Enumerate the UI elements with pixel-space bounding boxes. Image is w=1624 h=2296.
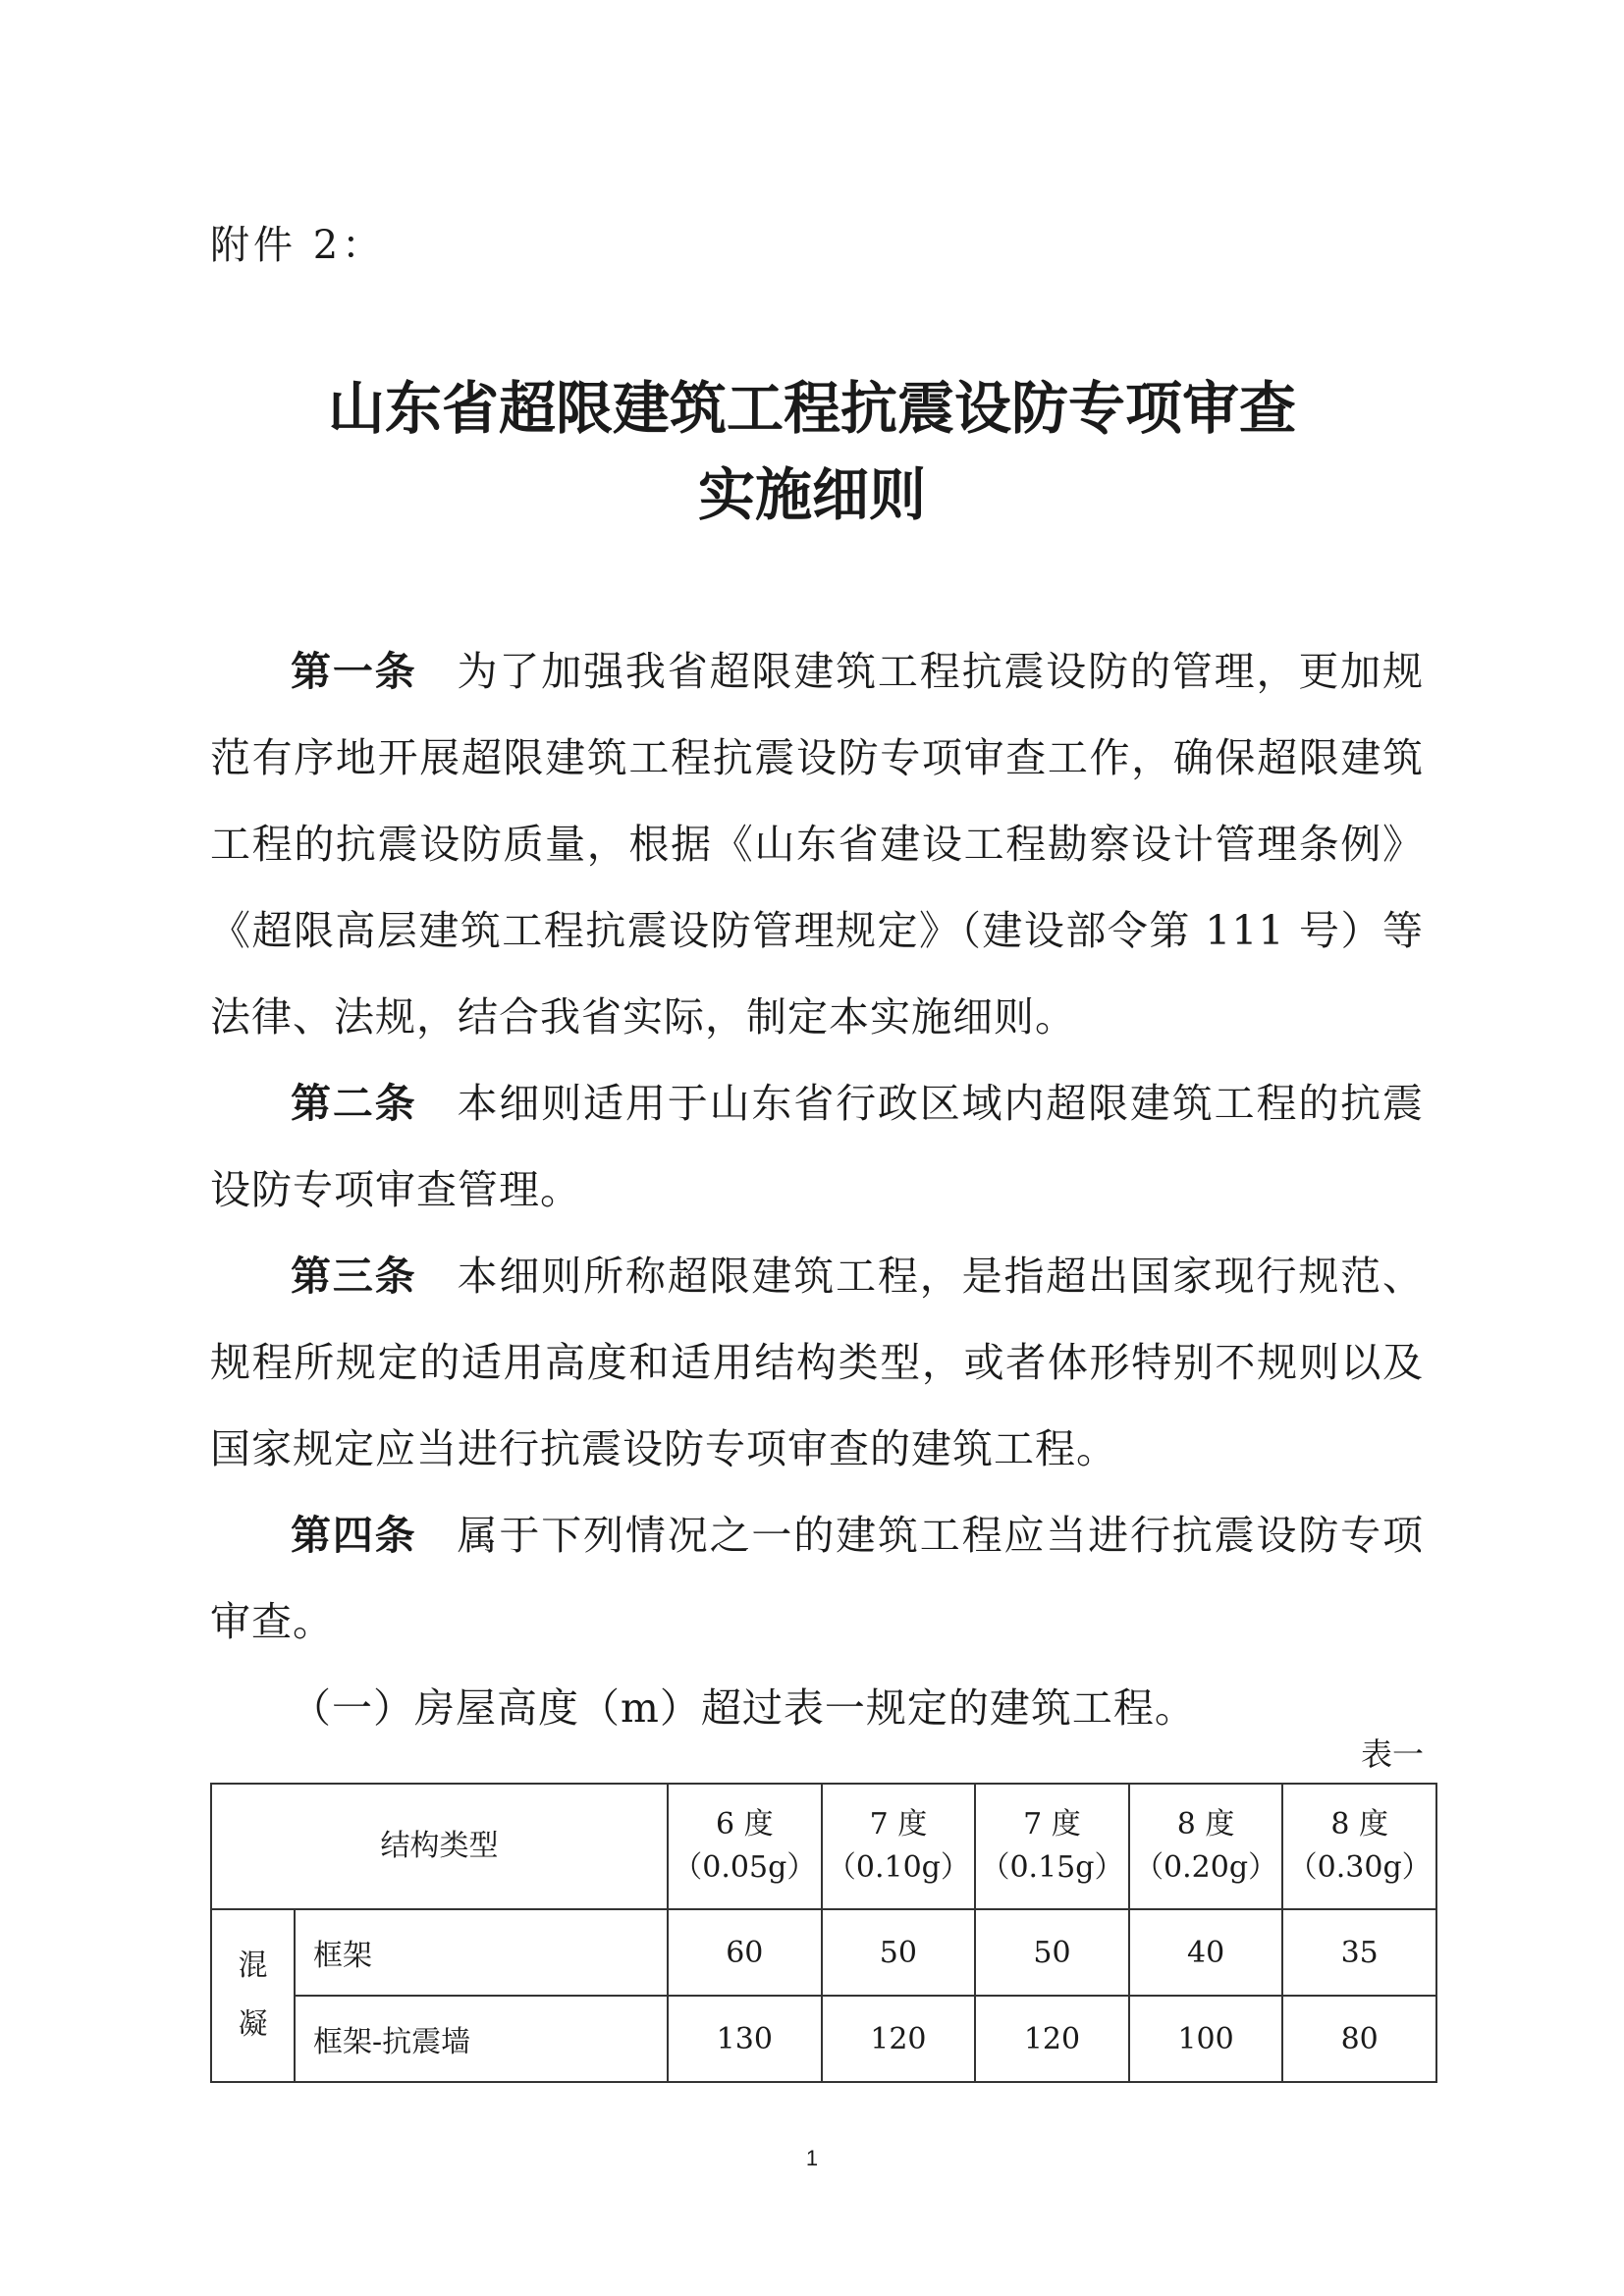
article-1 xyxy=(210,628,1424,1060)
article-label: 第二条 xyxy=(291,1080,417,1127)
document-title-line1: 山东省超限建筑工程抗震设防专项审查 xyxy=(327,375,1296,442)
table-cell: 120 xyxy=(822,1996,976,2082)
article-3 xyxy=(210,1233,1424,1492)
document-body xyxy=(210,628,1424,1751)
item-one: （一）房屋高度（m）超过表一规定的建筑工程。 xyxy=(291,1684,1196,1732)
article-text: 为了加强我省超限建筑工程抗震设防的管理，更加规范有序地开展超限建筑工程抗震设防专项审查工作，确保超限建筑工程的抗震设防质量，根据《山东省建设工程勘察设计管理条例》《超限高层建筑工程抗震设防管理规定》（建设部令第 111 号）等法律、法规，结合我省实际，制定本实施细则。 xyxy=(210,648,1425,1041)
article-text: 本细则适用于山东省行政区域内超限建筑工程的抗震设防专项审查管理。 xyxy=(210,1080,1425,1213)
header-col-3: 7 度 （0.15g） xyxy=(975,1784,1129,1909)
article-text: 属于下列情况之一的建筑工程应当进行抗震设防专项审查。 xyxy=(210,1512,1425,1645)
header-col-4: 8 度 （0.20g） xyxy=(1129,1784,1283,1909)
table-row xyxy=(211,1996,1436,2082)
header-col-2: 7 度 （0.10g） xyxy=(822,1784,976,1909)
article-4 xyxy=(210,1492,1424,1665)
table-cell: 60 xyxy=(668,1909,822,1996)
page-number: 1 xyxy=(805,2146,819,2170)
table-header-row xyxy=(211,1784,1436,1909)
article-2 xyxy=(210,1060,1424,1233)
structure-name: 框架 xyxy=(295,1909,668,1996)
table-cell: 100 xyxy=(1129,1996,1283,2082)
table-cell: 130 xyxy=(668,1996,822,2082)
table-cell: 50 xyxy=(822,1909,976,1996)
structure-name: 框架-抗震墙 xyxy=(295,1996,668,2082)
height-limit-table xyxy=(210,1783,1437,2083)
article-label: 第一条 xyxy=(291,648,417,695)
article-label: 第四条 xyxy=(291,1512,417,1559)
document-title-line2: 实施细则 xyxy=(697,461,926,528)
table-cell: 80 xyxy=(1282,1996,1436,2082)
header-col-5: 8 度 （0.30g） xyxy=(1282,1784,1436,1909)
table-caption: 表一 xyxy=(1360,1735,1424,1773)
article-label: 第三条 xyxy=(291,1253,417,1300)
header-col-1: 6 度 （0.05g） xyxy=(668,1784,822,1909)
header-structure-type: 结构类型 xyxy=(211,1784,668,1909)
attachment-label: 附件 2： xyxy=(210,223,386,268)
table-cell: 120 xyxy=(975,1996,1129,2082)
table-cell: 50 xyxy=(975,1909,1129,1996)
article-text: 本细则所称超限建筑工程，是指超出国家现行规范、规程所规定的适用高度和适用结构类型，或者体形特别不规则以及国家规定应当进行抗震设防专项审查的建筑工程。 xyxy=(210,1253,1425,1472)
table-cell: 35 xyxy=(1282,1909,1436,1996)
table-cell: 40 xyxy=(1129,1909,1283,1996)
table-row xyxy=(211,1909,1436,1996)
category-cell: 混 凝 xyxy=(211,1909,295,2082)
